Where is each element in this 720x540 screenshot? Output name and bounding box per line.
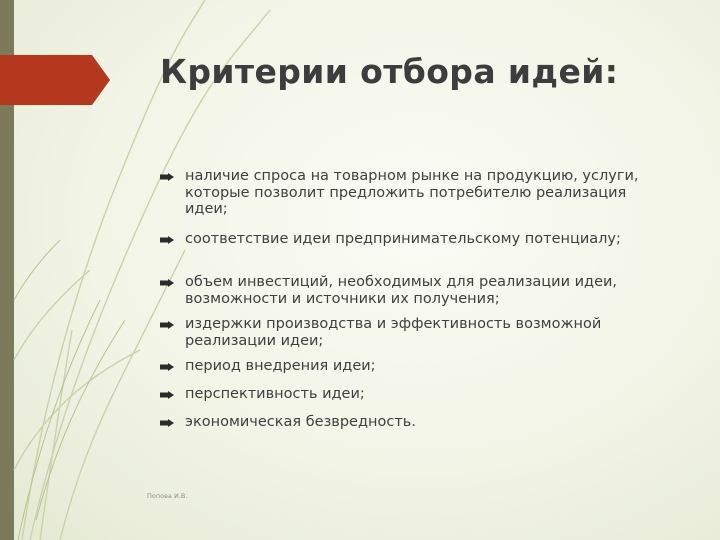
list-item-text: наличие спроса на товарном рынке на продукцию, услуги, которые позволит предложить потребителю реализация идеи; xyxy=(185,168,639,217)
list-item xyxy=(160,316,670,349)
right-arrow-bullet-icon xyxy=(160,236,174,244)
right-arrow-bullet-icon xyxy=(160,391,174,399)
list-item xyxy=(160,358,670,375)
slide-title: Критерии отбора идей: xyxy=(160,52,619,91)
list-item xyxy=(160,168,670,218)
footer-author: Попова И.В. xyxy=(147,492,188,500)
right-arrow-bullet-icon xyxy=(160,279,174,287)
list-item xyxy=(160,231,670,248)
list-item-text: издержки производства и эффективность возможной реализации идеи; xyxy=(185,316,602,349)
list-item-text: период внедрения идеи; xyxy=(185,358,376,374)
right-arrow-bullet-icon xyxy=(160,173,174,181)
list-item xyxy=(160,414,670,431)
list-item xyxy=(160,386,670,403)
right-arrow-bullet-icon xyxy=(160,321,174,329)
list-item-text: объем инвестиций, необходимых для реализации идеи, возможности и источники их получения; xyxy=(185,274,618,307)
list-item-text: перспективность идеи; xyxy=(185,386,365,402)
list-item-text: соответствие идеи предпринимательскому потенциалу; xyxy=(185,231,621,247)
list-item xyxy=(160,274,670,307)
right-arrow-bullet-icon xyxy=(160,363,174,371)
list-item-text: экономическая безвредность. xyxy=(185,414,416,430)
right-arrow-bullet-icon xyxy=(160,419,174,427)
